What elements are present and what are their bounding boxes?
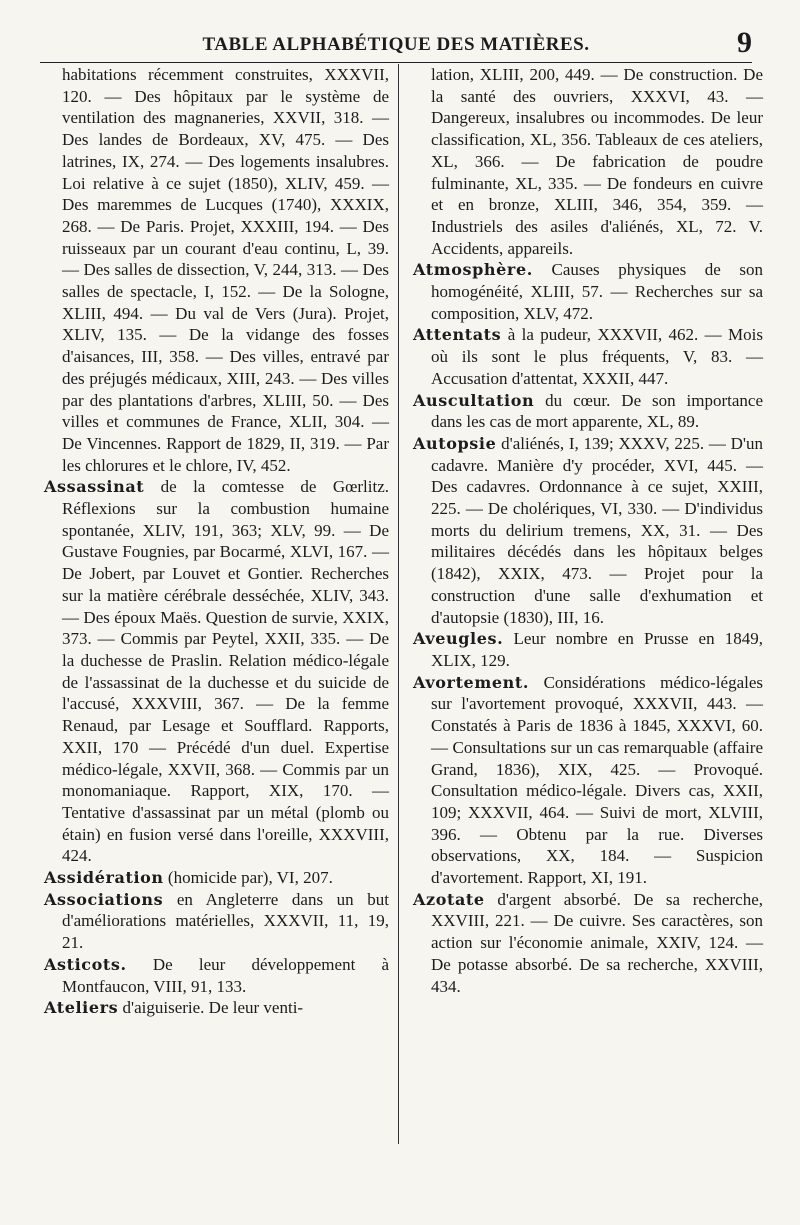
entry-headword: Auscultation (413, 390, 535, 410)
entry-headword: Assidération (44, 868, 164, 888)
entry-headword: Aveugles. (413, 629, 504, 649)
entry-headword: Attentats (413, 325, 502, 345)
entry-text: Considérations médico-légales sur l'avortement provoqué, XXXVII, 443. — Constatés à Paris de 1836 à 1845, XXXVI, 60. — Consultations sur un cas remarquable (affaire Grand, 1836), XIX, 425. — Provoqué. Consultation médico-légale. Divers cas, XXII, 109; XXXVII, 464. — Suivi de mort, XLVIII, 396. — Obtenu par la rue. Diverses observations, XX, 184. — Suspicion d'avortement. Rapport, XI, 191. (431, 672, 763, 888)
entry-text: du cœur. De son importance dans les cas de mort apparente, XL, 89. (431, 390, 764, 432)
index-entry (413, 390, 763, 433)
entry-headword: Asticots. (44, 954, 127, 974)
index-entry (413, 433, 763, 628)
entry-text: Leur nombre en Prusse en 1849, XLIX, 129. (431, 629, 763, 670)
entry-text: lation, XLIII, 200, 449. — De construction. De la santé des ouvriers, XXXVI, 43. — Dangereux, insalubres ou incommodes. De leur classification, XL, 356. Tableaux de ces ateliers, XL, 366. — De fabrication de poudre fulminante, XL, 335. — De fondeurs en cuivre et en bronze, XLIII, 346, 354, 359. — Industriels des asiles d'aliénés, XL, 72. V. Accidents, appareils. (431, 65, 763, 258)
entry-headword: Autopsie (413, 433, 497, 453)
entry-headword: Ateliers (44, 998, 119, 1018)
index-entry (413, 889, 763, 998)
index-entry (44, 954, 389, 997)
entry-text: d'aiguiserie. De leur venti- (122, 998, 304, 1018)
index-entry (413, 64, 763, 259)
index-entry (44, 476, 389, 867)
index-entry (413, 259, 763, 324)
index-entry (44, 889, 389, 954)
index-entry (413, 672, 763, 889)
entry-headword: Avortement. (413, 672, 530, 692)
index-entry (44, 997, 389, 1019)
entry-text: en Angleterre dans un but d'améliorations matérielles, XXXVII, 11, 19, 21. (62, 889, 389, 953)
index-entry (44, 64, 389, 476)
index-entry (44, 867, 389, 889)
entry-text: d'argent absorbé. De sa recherche, XXVIII, 221. — De cuivre. Ses caractères, son action sur l'économie animale, XXIV, 124. — De potasse absorbé. De sa recherche, XXVIII, 434. (431, 889, 764, 996)
entry-headword: Azotate (413, 889, 485, 909)
running-title: TABLE ALPHABÉTIQUE DES MATIÈRES. (202, 34, 590, 55)
left-column (44, 64, 389, 1019)
column-divider (398, 64, 399, 1144)
entry-text: De leur développement à Montfaucon, VIII, 91, 133. (62, 954, 389, 996)
index-entry (413, 324, 763, 389)
entry-text: Causes physiques de son homogénéité, XLIII, 57. — Recherches sur sa composition, XLV, 472. (431, 260, 763, 323)
entry-text: (homicide par), VI, 207. (167, 868, 333, 888)
entry-text: habitations récemment construites, XXXVII, 120. — Des hôpitaux par le système de ventilation des magnaneries, XXVII, 318. — Des landes de Bordeaux, XV, 475. — Des latrines, IX, 274. — Des logements insalubres. Loi relative à ce sujet (1850), XLIV, 459. — Des maremmes de Lucques (1740), XXXIX, 268. — De Paris. Projet, XXXIII, 194. — Des ruisseaux par un courant d'eau continu, L, 39. — Des salles de dissection, V, 244, 313. — Des salles de spectacle, I, 152. — De la Sologne, XLIII, 494. — Du val de Vers (Jura). Projet, XLIV, 135. — De la vidange des fosses d'aisances, III, 358. — Des villes, entravé par des préjugés médicaux, XIII, 243. — Des villes par des plantations d'arbres, XLIII, 50. — Des villes et communes de France, XLII, 304. — De Vincennes. Rapport de 1829, II, 319. — Par les chlorures et le chlore, IV, 452. (62, 65, 389, 475)
entry-text: de la comtesse de Gœrlitz. Réflexions sur la combustion humaine spontanée, XLIV, 191, 363; XLV, 99. — De Gustave Fougnies, par Bocarmé, XLVI, 167. — De Jobert, par Louvet et Gontier. Recherches sur la matière cérébrale desséchée, XLIV, 343. — Des époux Maës. Question de survie, XXIX, 373. — Commis par Peytel, XXII, 335. — De la duchesse de Praslin. Relation médico-légale de l'assassinat de la duchesse et du suicide de l'accusé, XXXVIII, 367. — De la femme Renaud, par Lesage et Soufflard. Rapports, XXII, 170 — Précédé d'un duel. Expertise médico-légale, XXVII, 368. — Commis par un monomaniaque. Rapport, XIX, 170. — Tentative d'assassinat par un métal (plomb ou étain) en fusion versé dans l'oreille, XXXVIII, 424. (62, 477, 389, 866)
right-column (413, 64, 763, 997)
entry-text: à la pudeur, XXXVII, 462. — Mois où ils sont le plus fréquents, V, 83. — Accusation d'attentat, XXXII, 447. (431, 325, 763, 388)
page-number: 9 (737, 26, 752, 59)
page-header (40, 26, 752, 63)
index-entry (413, 628, 763, 671)
entry-text: d'aliénés, I, 139; XXXV, 225. — D'un cadavre. Manière d'y procéder, XVI, 445. — Des cadavres. Ordonnance à ce sujet, XXIII, 225. — De cholériques, VI, 330. — D'individus morts du delirium tremens, XX, 31. — Des militaires décédés dans les hôpitaux belges (1842), XXIX, 473. — Projet pour la construction d'une salle d'exhumation et d'autopsie (1830), III, 16. (431, 433, 763, 627)
entry-headword: Atmosphère. (413, 260, 533, 280)
entry-headword: Assassinat (44, 477, 145, 497)
entry-headword: Associations (44, 889, 164, 909)
